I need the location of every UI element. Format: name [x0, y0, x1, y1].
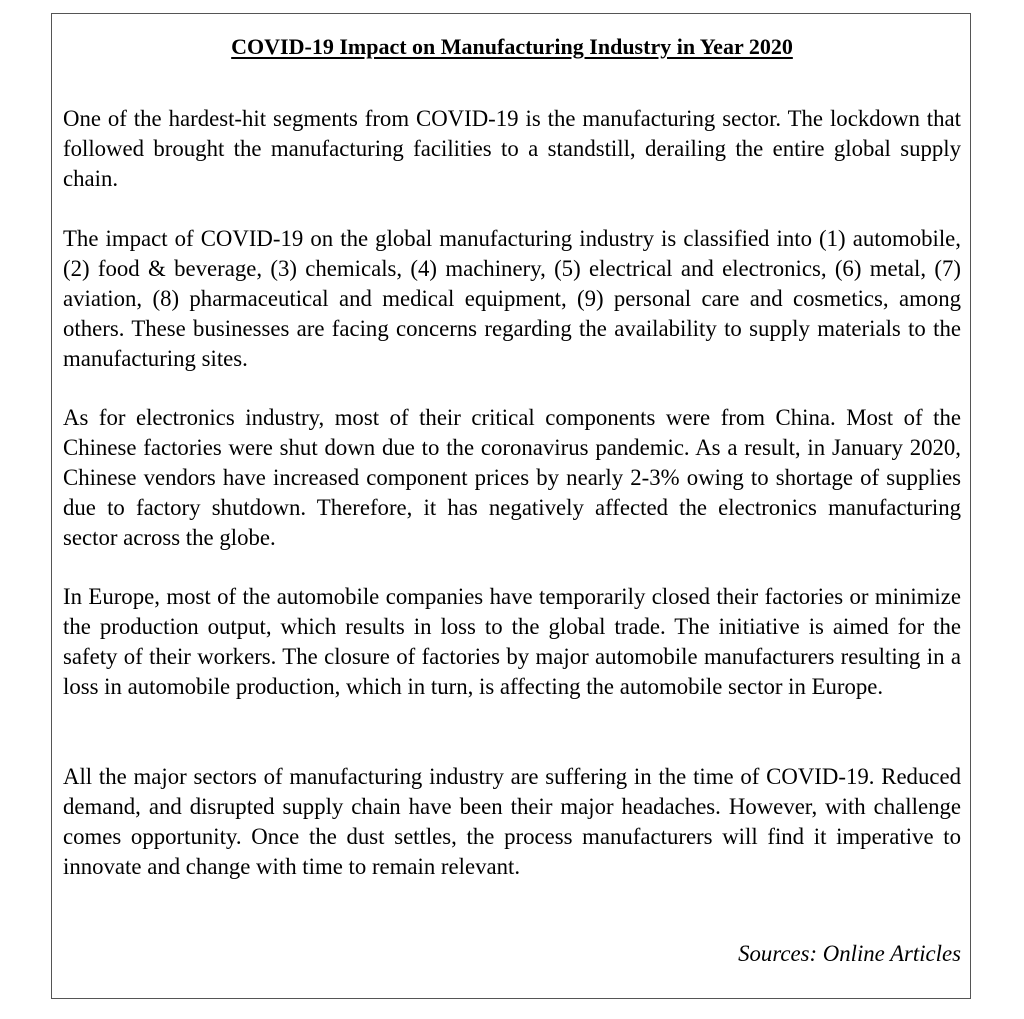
- sources-note: Sources: Online Articles: [738, 941, 961, 966]
- document-title: COVID-19 Impact on Manufacturing Industry in Year 2020: [231, 34, 793, 59]
- paragraph-conclusion: All the major sectors of manufacturing industry are suffering in the time of COVID-19. Reduced demand, and disrupted supply chain have been their major headaches. However, with challenge comes opportunity. Once the dust settles, the process manufacturers will find it imperative to innovate and change with time to remain relevant.: [63, 764, 961, 879]
- paragraph-europe-automobile: In Europe, most of the automobile companies have temporarily closed their factories or minimize the production output, which results in loss to the global trade. The initiative is aimed for the safety of their workers. The closure of factories by major automobile manufacturers resulting in a loss in automobile production, which in turn, is affecting the automobile sector in Europe.: [63, 584, 961, 699]
- paragraph-classification: The impact of COVID-19 on the global manufacturing industry is classified into (1) automobile, (2) food & beverage, (3) chemicals, (4) machinery, (5) electrical and electronics, (6) metal, (7) aviation, (8) pharmaceutical and medical equipment, (9) personal care and cosmetics, among others. These businesses are facing concerns regarding the availability to supply materials to the manufacturing sites.: [63, 226, 961, 371]
- paragraph-electronics: As for electronics industry, most of their critical components were from China. Most of the Chinese factories were shut down due to the coronavirus pandemic. As a result, in January 2020, Chinese vendors have increased component prices by nearly 2-3% owing to shortage of supplies due to factory shutdown. Therefore, it has negatively affected the electronics manufacturing sector across the globe.: [63, 405, 961, 550]
- paragraph-intro: One of the hardest-hit segments from COVID-19 is the manufacturing sector. The lockdown that followed brought the manufacturing facilities to a standstill, derailing the entire global supply chain.: [63, 106, 961, 191]
